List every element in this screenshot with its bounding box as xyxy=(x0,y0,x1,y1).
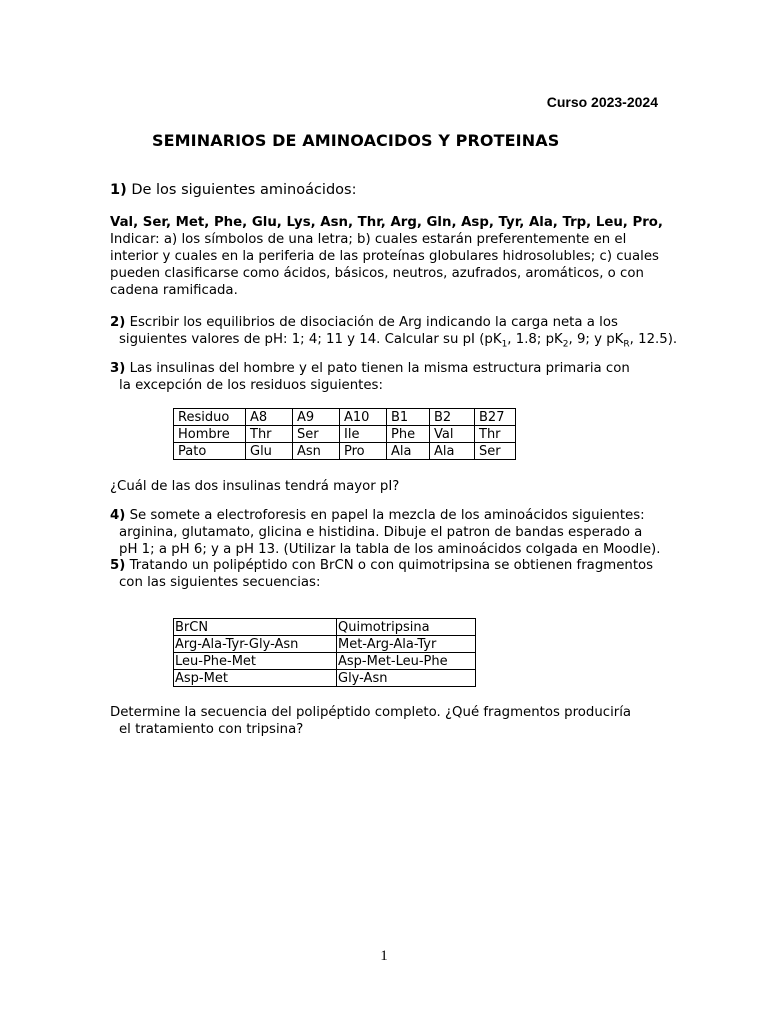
question-5-final: Determine la secuencia del polipéptido completo. ¿Qué fragmentos produciría el tratamiento con tripsina? xyxy=(110,705,632,737)
question-2-number: 2) xyxy=(110,315,126,330)
table-cell: Met-Arg-Ala-Tyr xyxy=(337,636,476,653)
pkr-subscript: R xyxy=(623,339,630,350)
table-cell: Pro xyxy=(340,443,387,460)
pk1-subscript: 1 xyxy=(501,339,508,350)
question-2-text-d: , 12.5). xyxy=(629,332,678,347)
question-5 xyxy=(110,557,664,591)
table-cell: Hombre xyxy=(174,426,246,443)
page-number: 1 xyxy=(380,948,388,964)
question-1-intro xyxy=(110,182,670,199)
table-row xyxy=(174,653,476,670)
table-row xyxy=(174,636,476,653)
table-cell: Leu-Phe-Met xyxy=(174,653,337,670)
question-3-text: Las insulinas del hombre y el pato tienen la misma estructura primaria con la excepción de los residuos siguientes: xyxy=(119,361,630,393)
course-year: Curso 2023-2024 xyxy=(546,94,658,110)
table-cell: Asp-Met-Leu-Phe xyxy=(337,653,476,670)
table-cell: B2 xyxy=(430,409,475,426)
table-row xyxy=(174,670,476,687)
table-cell: A9 xyxy=(293,409,340,426)
table-cell: A10 xyxy=(340,409,387,426)
table-cell: Gly-Asn xyxy=(337,670,476,687)
table-cell: Arg-Ala-Tyr-Gly-Asn xyxy=(174,636,337,653)
question-1-text: De los siguientes aminoácidos: xyxy=(131,182,357,198)
table-cell: Ser xyxy=(293,426,340,443)
insulin-residue-table xyxy=(173,408,516,460)
table-cell: Quimotripsina xyxy=(337,619,476,636)
page-title: SEMINARIOS DE AMINOACIDOS Y PROTEINAS xyxy=(152,131,560,150)
table-cell: Phe xyxy=(387,426,430,443)
table-cell: Asn xyxy=(293,443,340,460)
table-cell: Glu xyxy=(246,443,293,460)
question-5-text: Tratando un polipéptido con BrCN o con quimotripsina se obtienen fragmentos con las siguientes secuencias: xyxy=(119,558,654,590)
table-row xyxy=(174,619,476,636)
table-cell: Residuo xyxy=(174,409,246,426)
question-1-body xyxy=(110,214,670,299)
question-5-number: 5) xyxy=(110,558,126,573)
question-2-text-c: , 9; y pK xyxy=(568,332,624,347)
table-cell: Thr xyxy=(246,426,293,443)
table-cell: Val xyxy=(430,426,475,443)
table-cell: A8 xyxy=(246,409,293,426)
table-row xyxy=(174,426,516,443)
table-cell: Asp-Met xyxy=(174,670,337,687)
table-cell: Thr xyxy=(475,426,516,443)
table-cell: B1 xyxy=(387,409,430,426)
table-cell: Ala xyxy=(430,443,475,460)
table-cell: BrCN xyxy=(174,619,337,636)
question-4-number: 4) xyxy=(110,508,126,523)
table-cell: Pato xyxy=(174,443,246,460)
question-3-number: 3) xyxy=(110,361,126,376)
question-4 xyxy=(110,507,664,558)
table-cell: Ser xyxy=(475,443,516,460)
question-3 xyxy=(110,360,639,394)
question-1-instructions: Indicar: a) los símbolos de una letra; b) cuales estarán preferentemente en el interior y cuales en la periferia de las proteínas globulares hidrosolubles; c) cuales pueden clasificarse como ácidos, básicos, neutros, azufrados, aromáticos, o con cadena ramificada. xyxy=(110,232,659,298)
question-2 xyxy=(110,314,679,354)
table-cell: Ile xyxy=(340,426,387,443)
table-row xyxy=(174,443,516,460)
fragment-table xyxy=(173,618,476,687)
table-cell: B27 xyxy=(475,409,516,426)
question-4-text: Se somete a electroforesis en papel la mezcla de los aminoácidos siguientes: arginina, glutamato, glicina e histidina. Dibuje el patron de bandas esperado a pH 1; a pH 6; y a pH 13. (Utilizar la tabla de los aminoácidos colgada en Moodle). xyxy=(119,508,661,557)
question-2-text-b: , 1.8; pK xyxy=(507,332,563,347)
question-3-question: ¿Cuál de las dos insulinas tendrá mayor pI? xyxy=(110,479,400,494)
question-1-number: 1) xyxy=(110,182,127,198)
question-2-text-a: Escribir los equilibrios de disociación de Arg indicando la carga neta a los siguientes valores de pH: 1; 4; 11 y 14. Calcular su pI (pK xyxy=(119,315,618,347)
pk2-subscript: 2 xyxy=(562,339,569,350)
table-row xyxy=(174,409,516,426)
table-cell: Ala xyxy=(387,443,430,460)
amino-acid-list: Val, Ser, Met, Phe, Glu, Lys, Asn, Thr, Arg, Gln, Asp, Tyr, Ala, Trp, Leu, Pro, xyxy=(110,215,663,230)
